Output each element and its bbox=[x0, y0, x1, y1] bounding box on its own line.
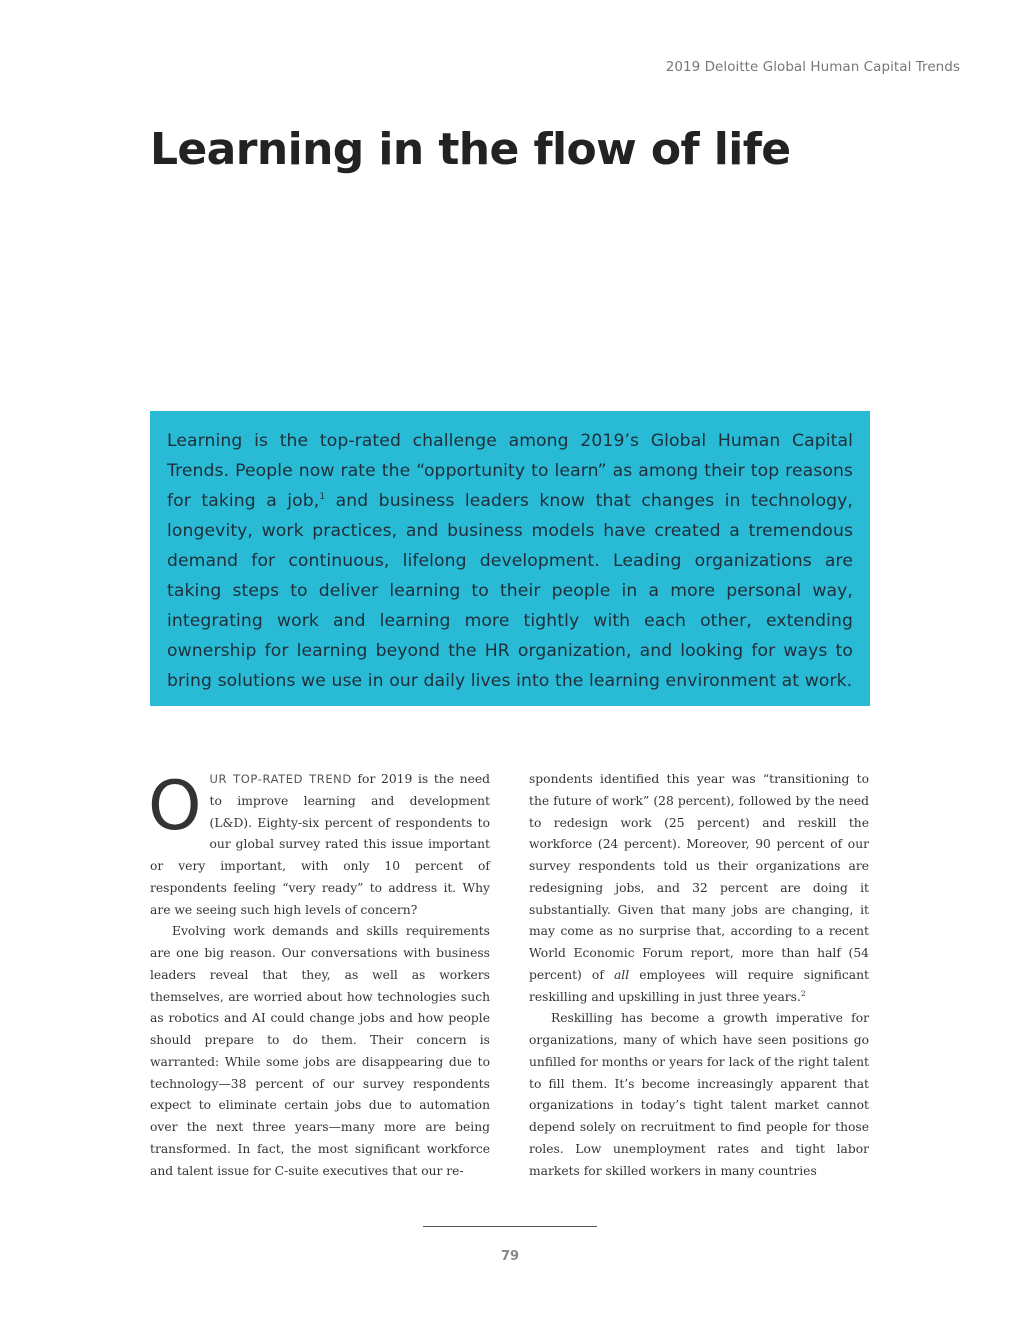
intro-text-part1: Learning is the top-rated challenge among 2019’s Global Human Capital Trends. People now rate the “opportunity to learn” as among their top reasons for taking a job, bbox=[167, 431, 853, 511]
body-paragraph-1-text: for 2019 is the need to improve learning and development (L&D). Eighty-six percent of respondents to our global survey rated this issue important or very important, with only 10 percent of respondents feeling “very ready” to address it. Why are we seeing such high levels of concern? bbox=[150, 772, 490, 917]
drop-cap: O bbox=[148, 767, 202, 846]
body-paragraph-2: Evolving work demands and skills requirements are one big reason. Our conversations with business leaders reveal that they, as well as workers themselves, are worried about how technologies such as robotics and AI could change jobs and how people should prepare to do them. Their concern is warranted: While some jobs are disappearing due to technology—38 percent of our survey respondents expect to eliminate certain jobs due to automation over the next three years—many more are being transformed. In fact, the most significant workforce and talent issue for C-suite executives that our re- bbox=[150, 924, 490, 1178]
page-number: 79 bbox=[500, 1249, 520, 1264]
intro-callout bbox=[150, 411, 870, 706]
body-column-right bbox=[529, 769, 869, 1182]
footer-divider bbox=[423, 1226, 597, 1227]
footnote-ref-1[interactable]: 1 bbox=[319, 492, 326, 502]
running-header: 2019 Deloitte Global Human Capital Trends bbox=[665, 59, 960, 75]
intro-text bbox=[167, 426, 853, 696]
body-paragraph-3-text: spondents identified this year was “transitioning to the future of work” (28 percent), followed by the need to redesign work (25 percent) and reskill the workforce (24 percent). Moreover, 90 percent of our survey respondents told us their organizations are redesigning jobs, and 32 percent are doing it substantially. Given that many jobs are changing, it may come as no surprise that, according to a recent World Economic Forum report, more than half (54 percent) of bbox=[529, 772, 869, 982]
lead-in-smallcaps: UR TOP-RATED TREND bbox=[209, 772, 352, 786]
body-paragraph-3-text-end: employees will require significant reskilling and upskilling in just three years. bbox=[529, 967, 870, 1004]
body-paragraph-1 bbox=[150, 769, 490, 921]
body-paragraph-4: Reskilling has become a growth imperative for organizations, many of which have seen positions go unfilled for months or years for lack of the right talent to fill them. It’s become increasingly apparent that organizations in today’s tight talent market cannot depend solely on recruitment to find people for those roles. Low unemployment rates and tight labor markets for skilled workers in many countries bbox=[529, 1011, 869, 1178]
page-title: Learning in the flow of life bbox=[150, 124, 791, 175]
footnote-ref-2[interactable]: 2 bbox=[800, 988, 806, 998]
italic-emphasis: all bbox=[613, 967, 630, 982]
body-column-left bbox=[150, 769, 490, 1182]
body-paragraph-3 bbox=[529, 769, 869, 1008]
intro-text-part2: and business leaders know that changes in technology, longevity, work practices, and business models have created a tremendous demand for continuous, lifelong development. Leading organizations are taking steps to deliver learning to their people in a more personal way, integrating work and learning more tightly with each other, extending ownership for learning beyond the HR organization, and looking for ways to bring solutions we use in our daily lives into the learning environment at work. bbox=[167, 491, 853, 691]
